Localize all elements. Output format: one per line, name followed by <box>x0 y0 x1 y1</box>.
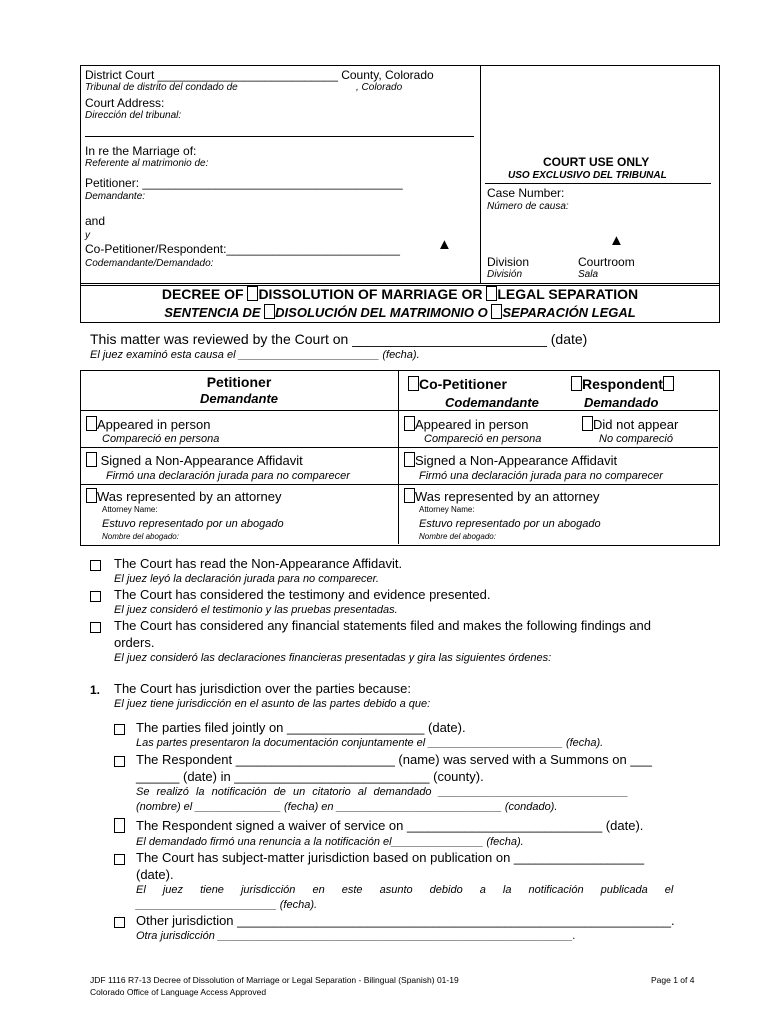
co-petitioner-checkbox[interactable] <box>408 376 419 391</box>
petitioner-header-es: Demandante <box>199 391 279 406</box>
waiver-text-es: El demandado firmó una renuncia a la notificación el_______________ (fecha). <box>136 836 524 848</box>
approval-note: Colorado Office of Language Access Approved <box>90 987 267 997</box>
table-row-divider <box>80 447 718 448</box>
co-petitioner-header-es: Codemandante <box>445 395 539 410</box>
courtroom-label-es: Sala <box>578 269 599 280</box>
finding-testimony-checkbox[interactable] <box>90 591 101 602</box>
caption-divider <box>480 65 481 284</box>
petitioner-affidavit-option[interactable]: Signed a Non-Appearance Affidavit <box>86 452 303 468</box>
reviewed-date-label-es: El juez examinó esta causa el _______________________ (fecha). <box>90 349 420 361</box>
co-petitioner-attorney-name-label-es: Nombre del abogado: <box>419 532 496 541</box>
page-title-es: SENTENCIA DE DISOLUCIÓN DEL MATRIMONIO O SEPARACIÓN LEGAL <box>164 305 636 320</box>
checkbox[interactable] <box>582 416 593 431</box>
district-court-label-es: Tribunal de distrito del condado de <box>85 82 238 93</box>
and-label-es: y <box>85 230 90 241</box>
reviewed-date-field[interactable]: This matter was reviewed by the Court on _________________________ (date) <box>90 331 588 347</box>
court-use-only-label-es: USO EXCLUSIVO DEL TRIBUNAL <box>508 170 667 181</box>
petitioner-affidavit-label-es: Firmó una declaración jurada para no comparecer <box>106 470 350 482</box>
respondent-checkbox[interactable] <box>571 376 582 391</box>
petitioner-attorney-name-label-es: Nombre del abogado: <box>102 532 179 541</box>
finding-financial-text: The Court has considered any financial statements filed and makes the following findings and <box>114 618 651 633</box>
finding-testimony-text-es: El juez consideró el testimonio y las pruebas presentadas. <box>114 604 398 616</box>
petitioner-attorney-option[interactable]: Was represented by an attorney <box>86 488 282 504</box>
legal-separation-checkbox[interactable] <box>486 286 497 301</box>
joint-filing-checkbox[interactable] <box>114 724 125 735</box>
petitioner-attorney-label-es: Estuvo representado por un abogado <box>102 518 284 530</box>
finding-financial-text-es: El juez consideró las declaraciones financieras presentadas y gira las siguientes órdenes: <box>114 652 552 664</box>
petitioner-label-es: Demandante: <box>85 191 146 202</box>
courtroom-label: Courtroom <box>578 255 635 269</box>
petitioner-appeared-option[interactable]: Appeared in person <box>86 416 210 432</box>
respondent-header-es: Demandado <box>584 395 659 410</box>
court-address-label: Court Address: <box>85 96 165 110</box>
checkbox[interactable] <box>86 452 97 467</box>
checkbox[interactable] <box>404 452 415 467</box>
joint-filing-date-field[interactable]: The parties filed jointly on ___________________ (date). <box>136 720 466 735</box>
triangle-up-icon: ▲ <box>609 232 624 249</box>
finding-affidavit-text-es: El juez leyó la declaración jurada para no comparecer. <box>114 573 379 585</box>
division-label: Division <box>487 255 530 269</box>
co-petitioner-attorney-option[interactable]: Was represented by an attorney <box>404 488 600 504</box>
other-jurisdiction-text-es: Otra jurisdicción __________________________________________________________. <box>136 930 576 942</box>
court-use-rule <box>485 183 711 184</box>
other-jurisdiction-checkbox[interactable] <box>114 917 125 928</box>
checkbox-placeholder-es <box>491 304 502 319</box>
triangle-up-icon: ▲ <box>437 236 452 253</box>
co-petitioner-affidavit-label-es: Firmó una declaración jurada para no comparecer <box>419 470 663 482</box>
page-number: Page 1 of 4 <box>651 975 695 985</box>
summons-text-es-cont: (nombre) el ______________ (fecha) en ___________________________ (condado). <box>136 801 558 813</box>
summons-field-cont[interactable]: ______ (date) in ___________________________ (county). <box>136 769 484 784</box>
table-col-divider <box>398 370 399 544</box>
section-1-heading: The Court has jurisdiction over the parties because: <box>114 681 411 696</box>
other-jurisdiction-field[interactable]: Other jurisdiction ____________________________________________________________. <box>136 913 675 928</box>
co-petitioner-attorney-label-es: Estuvo representado por un abogado <box>419 518 601 530</box>
form-identifier: JDF 1116 R7-13 Decree of Dissolution of Marriage or Legal Separation - Bilingual (Spanish) 01-19 <box>90 975 459 985</box>
waiver-date-field[interactable]: The Respondent signed a waiver of service on ___________________________ (date). <box>136 818 644 833</box>
district-court-label: District Court ___________________________ County, Colorado <box>85 68 434 82</box>
publication-text-es-cont: _______________________ (fecha). <box>136 899 318 911</box>
petitioner-header: Petitioner <box>206 374 272 390</box>
table-row-divider <box>80 410 718 411</box>
co-petitioner-appeared-label-es: Compareció en persona <box>424 433 542 445</box>
caption-rule <box>85 136 474 137</box>
co-petitioner-affidavit-option[interactable]: Signed a Non-Appearance Affidavit <box>404 452 617 468</box>
finding-financial-checkbox[interactable] <box>90 622 101 633</box>
and-label: and <box>85 214 106 228</box>
finding-affidavit-text: The Court has read the Non-Appearance Affidavit. <box>114 556 403 571</box>
summons-checkbox[interactable] <box>114 756 125 767</box>
district-court-label-es-suffix: , Colorado <box>356 82 403 93</box>
summons-field[interactable]: The Respondent ______________________ (name) was served with a Summons on ___ <box>136 752 653 767</box>
page-title: DECREE OF DISSOLUTION OF MARRIAGE OR LEGAL SEPARATION <box>161 286 639 302</box>
publication-checkbox[interactable] <box>114 854 125 865</box>
checkbox-placeholder-es <box>264 304 275 319</box>
publication-date-field[interactable]: The Court has subject-matter jurisdiction based on publication on __________________ <box>136 850 645 865</box>
waiver-checkbox[interactable] <box>114 818 125 833</box>
petitioner-field[interactable]: Petitioner: _______________________________________ <box>85 176 403 190</box>
case-number-label-es: Número de causa: <box>487 201 569 212</box>
joint-filing-text-es: Las partes presentaron la documentación conjuntamente el ______________________ (fecha). <box>136 737 604 749</box>
in-re-label-es: Referente al matrimonio de: <box>85 158 209 169</box>
respondent-header: Respondent <box>571 376 674 392</box>
publication-date-field-cont[interactable]: (date). <box>136 867 174 882</box>
finding-testimony-text: The Court has considered the testimony and evidence presented. <box>114 587 491 602</box>
court-use-only-label: COURT USE ONLY <box>543 155 650 169</box>
co-petitioner-header: Co-Petitioner <box>408 376 507 392</box>
checkbox-placeholder <box>663 376 674 391</box>
checkbox[interactable] <box>404 416 415 431</box>
summons-text-es: Se realizó la notificación de un citatorio al demandado _______________________________ <box>136 786 629 798</box>
checkbox[interactable] <box>86 488 97 503</box>
section-1-heading-es: El juez tiene jurisdicción en el asunto de las partes debido a que: <box>114 698 431 710</box>
checkbox[interactable] <box>86 416 97 431</box>
dissolution-checkbox[interactable] <box>247 286 258 301</box>
petitioner-attorney-name-field[interactable]: Attorney Name: <box>102 505 158 514</box>
checkbox[interactable] <box>404 488 415 503</box>
co-petitioner-appeared-option[interactable]: Appeared in person <box>404 416 528 432</box>
did-not-appear-label-es: No compareció <box>599 433 673 445</box>
petitioner-appeared-label-es: Compareció en persona <box>102 433 220 445</box>
finding-affidavit-checkbox[interactable] <box>90 560 101 571</box>
did-not-appear-option[interactable]: Did not appear <box>582 416 678 432</box>
finding-financial-text-cont: orders. <box>114 635 155 650</box>
case-number-label: Case Number: <box>487 186 565 200</box>
co-petitioner-attorney-name-field[interactable]: Attorney Name: <box>419 505 475 514</box>
co-petitioner-label-es: Codemandante/Demandado: <box>85 258 214 269</box>
publication-text-es: El juez tiene jurisdicción en este asunto debido a la notificación publicada el <box>136 884 674 896</box>
table-row-divider <box>80 484 718 485</box>
court-address-label-es: Dirección del tribunal: <box>85 110 182 121</box>
section-1-number: 1. <box>90 683 101 697</box>
co-petitioner-field[interactable]: Co-Petitioner/Respondent:__________________________ <box>85 242 400 256</box>
in-re-label: In re the Marriage of: <box>85 144 197 158</box>
division-label-es: División <box>487 269 523 280</box>
